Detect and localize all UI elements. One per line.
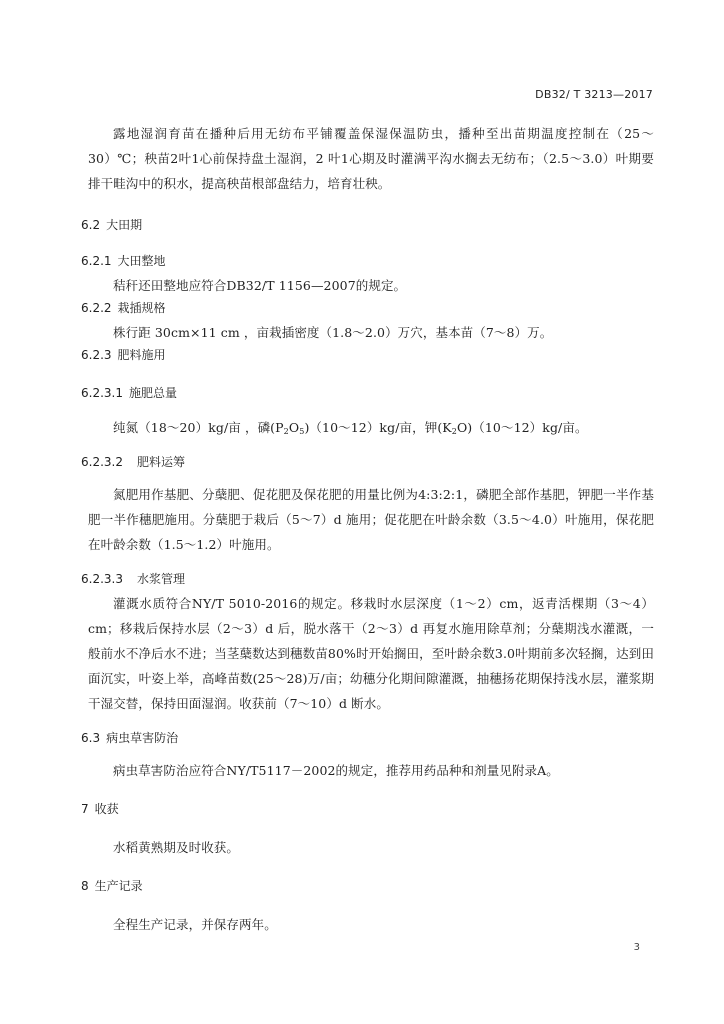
section-6-2-heading (81, 215, 654, 235)
section-8-text: 全程生产记录，并保存两年。 (113, 917, 277, 932)
section-8-heading (81, 876, 654, 896)
section-title: 大田整地 (117, 254, 166, 268)
section-title: 肥料施用 (117, 348, 166, 362)
section-title: 肥料运筹 (136, 455, 185, 469)
section-number: 6.2 (81, 218, 101, 232)
text-run: O (288, 420, 300, 435)
section-6-2-3-2-heading (81, 452, 654, 472)
section-number: 6.3 (81, 731, 101, 745)
standard-code: DB32/ T 3213—2017 (535, 88, 653, 101)
section-number: 6.2.2 (81, 301, 112, 315)
section-6-2-3-1-text (88, 415, 654, 440)
subscript: 5 (299, 427, 305, 436)
section-number: 8 (81, 879, 89, 893)
seedling-paragraph: 露地湿润育苗在播种后用无纺布平铺覆盖保湿保温防虫，播种至出苗期温度控制在（25～30）℃；秧苗2叶1心前保持盘土湿润，2 叶1心期及时灌满平沟水搁去无纺布；（2.5～3.0）叶期要排干畦沟中的积水，提高秧苗根部盘结力，培育壮秧。 (88, 126, 654, 191)
section-title: 收获 (94, 802, 119, 816)
section-title: 生产记录 (94, 879, 143, 893)
section-title: 施肥总量 (128, 386, 177, 400)
subscript: 2 (451, 427, 457, 436)
text-run: )（10～12）kg/亩，钾(K (304, 420, 452, 435)
section-6-2-2-text: 株行距 30cm×11 cm ，亩栽插密度（1.8～2.0）万穴，基本苗（7～8）万。 (113, 325, 553, 340)
section-6-2-3-3-text: 灌溉水质符合NY/T 5010-2016的规定。移栽时水层深度（1～2）cm，返青活棵期（3～4）cm；移栽后保持水层（2～3）d 后，脱水落干（2～3）d 再复水施用除草剂；分蘖期浅水灌溉，一般前水不净后水不进；当茎蘖数达到穗数苗80%时开始搁田，至叶龄余数3.0叶期前多次轻搁，达到田面沉实，叶姿上举，高峰苗数(25～28)万/亩；幼穗分化期间隙灌溉，抽穗扬花期保持浅水层，灌浆期干湿交替，保持田面湿润。收获前（7～10）d 断水。 (88, 596, 654, 711)
section-6-2-3-3-heading (81, 569, 654, 589)
section-number: 6.2.3.3 (81, 572, 123, 586)
section-number: 6.2.3.2 (81, 455, 123, 469)
section-6-2-3-2-text: 氮肥用作基肥、分蘖肥、促花肥及保花肥的用量比例为4:3:2:1，磷肥全部作基肥，钾肥一半作基肥一半作穗肥施用。分蘖肥于栽后（5～7）d 施用；促花肥在叶龄余数（3.5～4.0）叶施用，保花肥在叶龄余数（1.5～1.2）叶施用。 (88, 487, 654, 552)
section-6-2-2-heading (81, 298, 654, 318)
section-6-2-3-1-heading (81, 383, 654, 403)
text-run: 纯氮（18～20）kg/亩 ，磷(P (113, 420, 284, 435)
page-number: 3 (633, 942, 640, 953)
section-number: 6.2.1 (81, 254, 112, 268)
section-6-3-heading (81, 728, 654, 748)
section-6-2-1-heading (81, 251, 654, 271)
section-title: 病虫草害防治 (106, 731, 179, 745)
document-body (81, 121, 654, 937)
section-7-heading (81, 799, 654, 819)
section-number: 6.2.3 (81, 348, 112, 362)
section-6-2-1-text: 秸秆还田整地应符合DB32/T 1156—2007的规定。 (113, 278, 407, 293)
section-7-text: 水稻黄熟期及时收获。 (113, 840, 240, 855)
section-title: 栽插规格 (117, 301, 166, 315)
section-title: 大田期 (106, 218, 143, 232)
section-6-3-text: 病虫草害防治应符合NY/T5117－2002的规定，推荐用药品种和剂量见附录A。 (113, 763, 559, 778)
section-title: 水浆管理 (136, 572, 185, 586)
text-run: O)（10～12）kg/亩。 (456, 420, 588, 435)
section-6-2-3-heading (81, 345, 654, 365)
section-number: 7 (81, 802, 89, 816)
subscript: 2 (283, 427, 289, 436)
section-number: 6.2.3.1 (81, 386, 123, 400)
